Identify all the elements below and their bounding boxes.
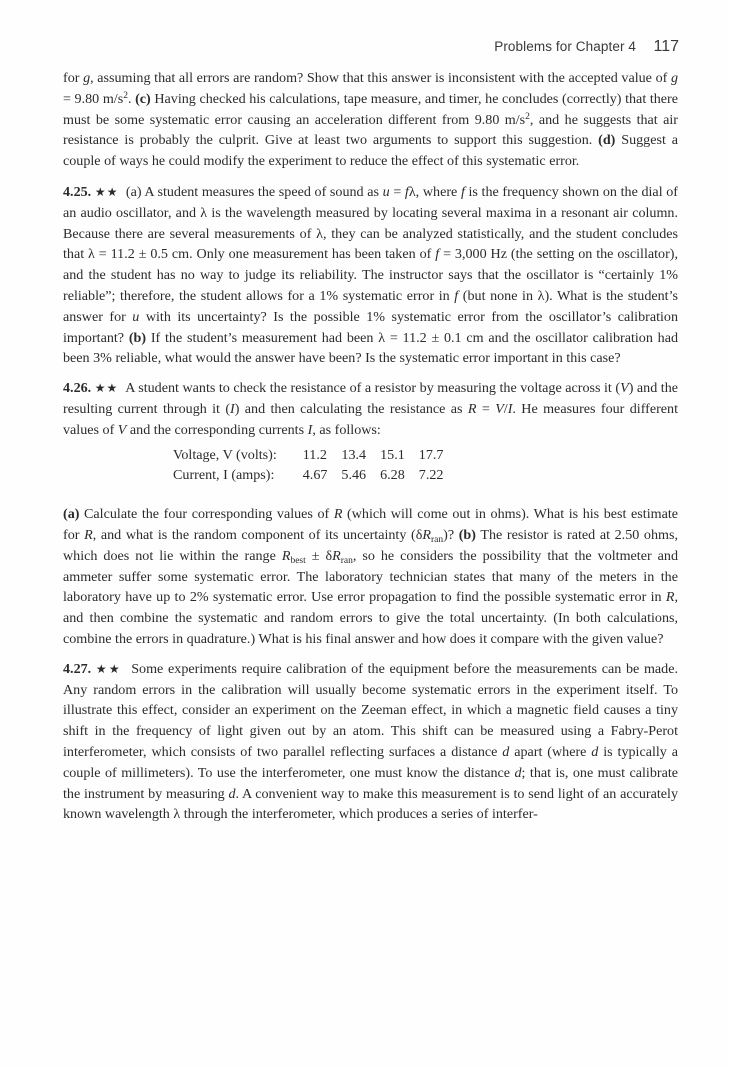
voltage-value: 17.7 bbox=[418, 446, 444, 463]
difficulty-stars: ★★ bbox=[94, 184, 119, 199]
current-value: 5.46 bbox=[341, 467, 367, 484]
voltage-label: Voltage, V (volts): bbox=[173, 446, 277, 463]
voltage-value: 11.2 bbox=[302, 446, 327, 463]
difficulty-stars: ★★ bbox=[95, 661, 122, 676]
difficulty-stars: ★★ bbox=[94, 381, 119, 396]
current-value: 6.28 bbox=[380, 467, 405, 484]
measurement-table bbox=[173, 445, 457, 487]
running-head: Problems for Chapter 4 bbox=[494, 39, 636, 54]
current-value: 7.22 bbox=[418, 467, 444, 484]
body-text bbox=[63, 68, 678, 834]
current-value: 4.67 bbox=[302, 467, 328, 484]
problem-4-26: 4.26. ★★ A student wants to check the resistance of a resistor by measuring the voltage across it (V) and the resulting current through it (I) and then calculating the resistance as R = V/I. He measures four different values of V and the corresponding currents I, as follows: bbox=[63, 380, 679, 438]
problem-number: 4.25. bbox=[63, 183, 92, 200]
voltage-value: 15.1 bbox=[380, 446, 405, 463]
problem-4-27: 4.27. ★★ Some experiments require calibration of the equipment before the measurements can be made. Any random errors in the calibration will usually become systematic errors in the experiment itself. To illustrate this effect, consider an experiment on the Zeeman effect, in which a magnetic field causes a tiny shift in the frequency of light given out by an atom. This shift can be measured using a Fabry-Perot interferometer, which consists of two parallel reflecting surfaces a distance d apart (where d is typically a couple of millimeters). To use the interferometer, one must know the distance d; that is, one must calibrate the instrument by measuring d. A convenient way to make this measurement is to send light of an accurately known wavelength λ through the interferometer, which produces a series of interfer- bbox=[63, 660, 679, 823]
problem-number: 4.27. bbox=[63, 660, 92, 677]
problem-number: 4.26. bbox=[63, 380, 92, 397]
page-header bbox=[0, 38, 729, 58]
problem-4-25: 4.25. ★★ (a) A student measures the speed of sound as u = fλ, where f is the frequency shown on the dial of an audio oscillator, and λ is the wavelength measured by locating several maxima in a resonant air column. Because there are several measurements of λ, they can be analyzed statistically, and the student concludes that λ = 11.2 ± 0.5 cm. Only one measurement has been taken of f = 3,000 Hz (the setting on the oscillator), and the student has no way to judge its reliability. The instructor says that the oscillator is “certainly 1% reliable”; therefore, the student allows for a 1% systematic error in f (but none in λ). What is the student’s answer for u with its uncertainty? Is the possible 1% systematic error from the oscillator’s calibration important? (b) If the student’s measurement had been λ = 11.2 ± 0.1 cm and the oscillator calibration had been 3% reliable, what would the answer have been? Is the systematic error important in this case? bbox=[63, 183, 679, 367]
current-row bbox=[173, 465, 457, 486]
page-number: 117 bbox=[653, 38, 679, 55]
voltage-value: 13.4 bbox=[341, 446, 367, 463]
continued-paragraph: for g, assuming that all errors are random? Show that this answer is inconsistent with the accepted value of g = 9.80 $m/s^2$. (c) Having checked his calculations, tape measure, and timer, he concludes (correctly) that there must be some systematic error causing an acceleration different from 9.80 $m/s^2$, and he suggests that air resistance is probably the culprit. Give at least two arguments to support this suggestion. (d) Suggest a couple of ways he could modify the experiment to reduce the effect of this systematic error. bbox=[63, 70, 679, 170]
current-label: Current, I (amps): bbox=[173, 467, 275, 484]
problem-4-26-questions: (a) Calculate the four corresponding values of R (which will come out in ohms). What is his best estimate for R, and what is the random component of its uncertainty $(\delta R_{ran})$? (b) The resistor is rated at 2.50 ohms, which does not lie within the range $R_{best} \pm \delta R_{ran}$, so he considers the possibility that the voltmeter and ammeter suffer some systematic error. The laboratory technician states that many of the meters in the laboratory have up to 2% systematic error. Use error propagation to find the possible systematic error in R, and then combine the systematic and random errors to give the total uncertainty. (In both calculations, combine the errors in quadrature.) What is his final answer and how does it compare with the given value? bbox=[63, 506, 678, 647]
voltage-row bbox=[173, 445, 457, 466]
